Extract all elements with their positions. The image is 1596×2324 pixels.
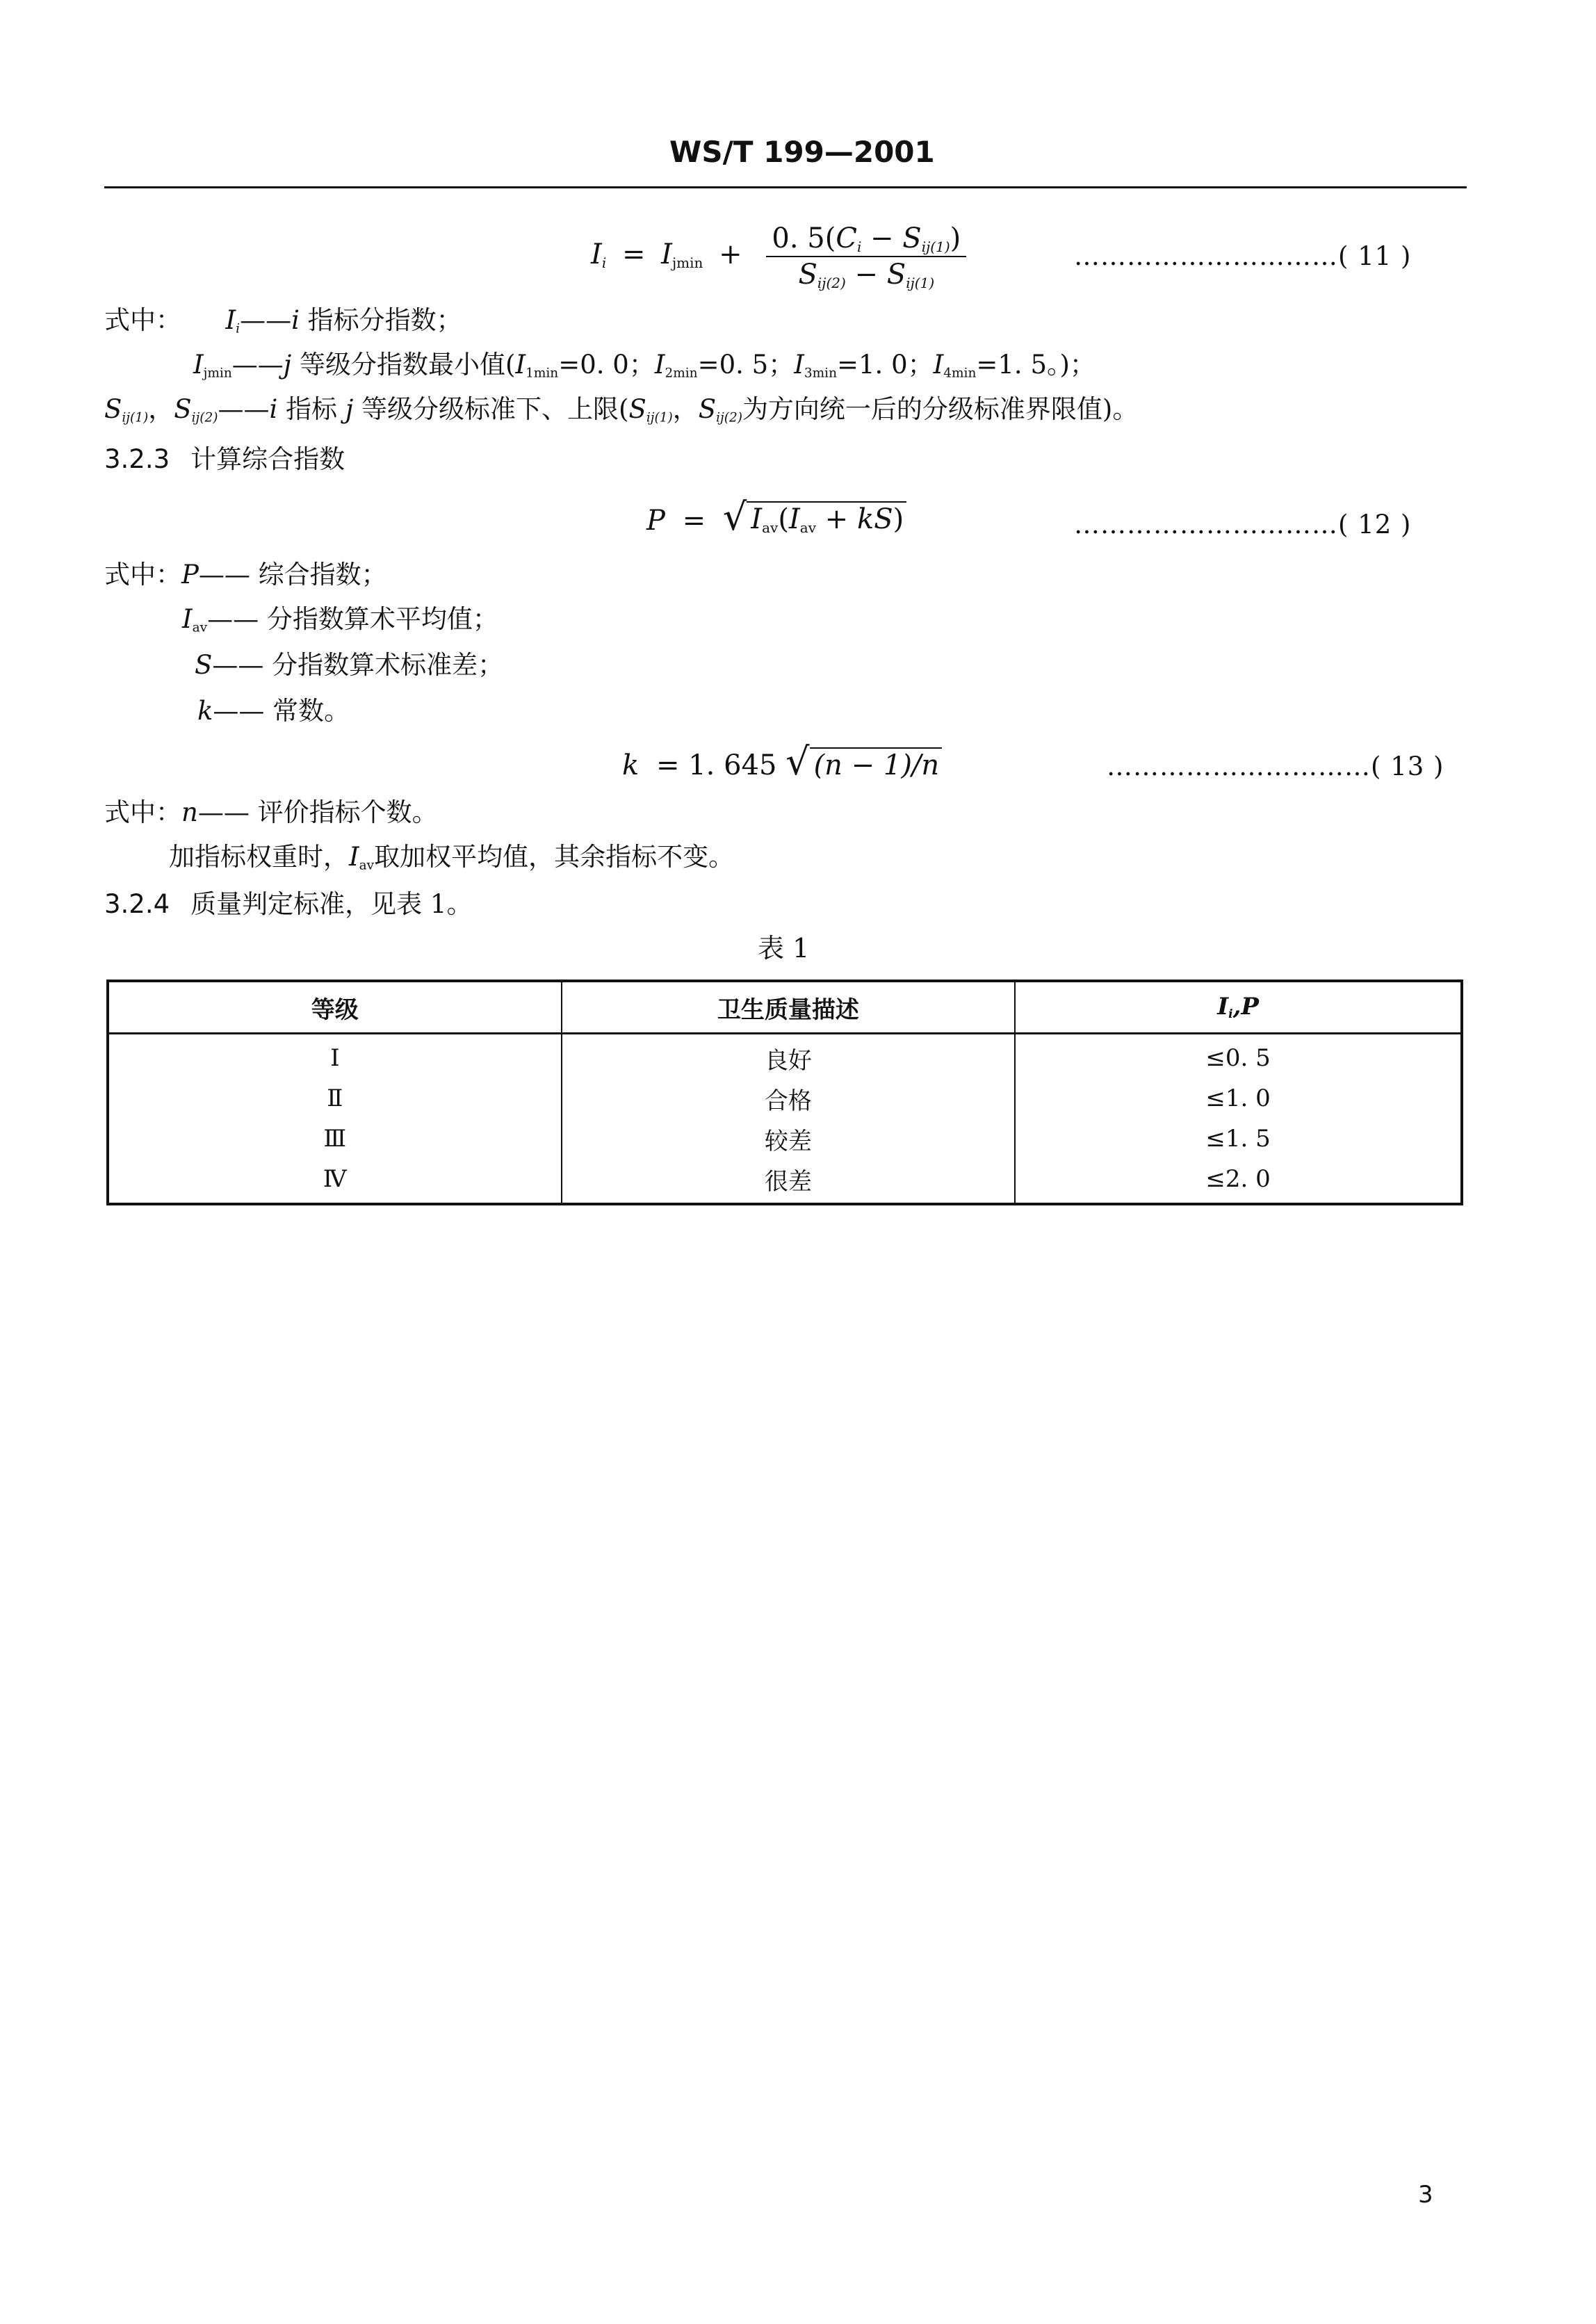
table-row [108, 1119, 1462, 1159]
section-3-2-4-heading: 3.2.4 质量判定标准，见表 1。 [104, 889, 473, 919]
header-index: $I_i,P$ [1015, 981, 1462, 1034]
value-cell: ≤1. 0 [1015, 1078, 1462, 1119]
table-row [108, 1034, 1462, 1079]
grade-cell: Ⅲ [108, 1119, 562, 1159]
def12-s: S—— 分指数算术标准差； [195, 650, 504, 680]
section-3-2-3-heading: 3.2.3 计算综合指数 [104, 444, 345, 474]
def11-line1: 式中： $I_i——i$ 指标分指数； [104, 305, 462, 336]
table-header-row [108, 981, 1462, 1034]
def13-n: 式中：n—— 评价指标个数。 [104, 797, 438, 827]
description-cell: 合格 [562, 1078, 1016, 1119]
def12-iav: $I_{av}——$ 分指数算术平均值； [182, 604, 498, 635]
weight-note: 加指标权重时，$I_{av}$取加权平均值，其余指标不变。 [169, 842, 735, 873]
table-1-caption: 表 1 [758, 933, 810, 964]
equation-12-number: …………………………( 12 ) [1074, 510, 1412, 539]
header-description: 卫生质量描述 [562, 981, 1016, 1034]
equation-11-number: …………………………( 11 ) [1074, 241, 1412, 271]
table-1 [106, 980, 1463, 1205]
grade-cell: Ⅱ [108, 1078, 562, 1119]
equation-13: k = 1. 645 √ (n − 1)/n [622, 745, 942, 779]
equation-12: P = √ $I_{av}(I_{av} + kS)$ [646, 501, 906, 535]
standard-header: WS/T 199—2001 [669, 135, 935, 169]
equation-11: $I_i = I_{jmin}$ + $\frac{0. 5(C_i - S_{ij(1)})}{S_{ij(2)} - S_{ij(1)}}$ [591, 221, 966, 292]
description-cell: 较差 [562, 1119, 1016, 1159]
description-cell: 很差 [562, 1159, 1016, 1204]
table-row [108, 1159, 1462, 1204]
def11-line3: $S_{ij(1)}$，$S_{ij(2)}——i$ 指标 j 等级分级标准下、上限($S_{ij(1)}$，$S_{ij(2)}$为方向统一后的分级标准界限值)。 [104, 394, 1139, 425]
page-number: 3 [1418, 2181, 1433, 2209]
def11-line2: $I_{jmin}——j$ 等级分指数最小值($I_{1min}=0$. 0；$I_{2min}=0$. 5；$I_{3min}=1$. 0；$I_{4min}=1$. 5。)； [193, 350, 1096, 381]
description-cell: 良好 [562, 1034, 1016, 1079]
grade-cell: Ⅳ [108, 1159, 562, 1204]
fraction-11: $\frac{0. 5(C_i - S_{ij(1)})}{S_{ij(2)} - S_{ij(1)}}$ [766, 221, 966, 292]
grade-cell: I [108, 1034, 562, 1079]
header-rule [104, 186, 1467, 188]
value-cell: ≤2. 0 [1015, 1159, 1462, 1204]
table-row [108, 1078, 1462, 1119]
value-cell: ≤1. 5 [1015, 1119, 1462, 1159]
def12-p: 式中：P—— 综合指数； [104, 560, 387, 590]
value-cell: ≤0. 5 [1015, 1034, 1462, 1079]
equation-13-number: …………………………( 13 ) [1107, 751, 1444, 781]
def12-k: k—— 常数。 [197, 696, 350, 726]
header-grade: 等级 [108, 981, 562, 1034]
